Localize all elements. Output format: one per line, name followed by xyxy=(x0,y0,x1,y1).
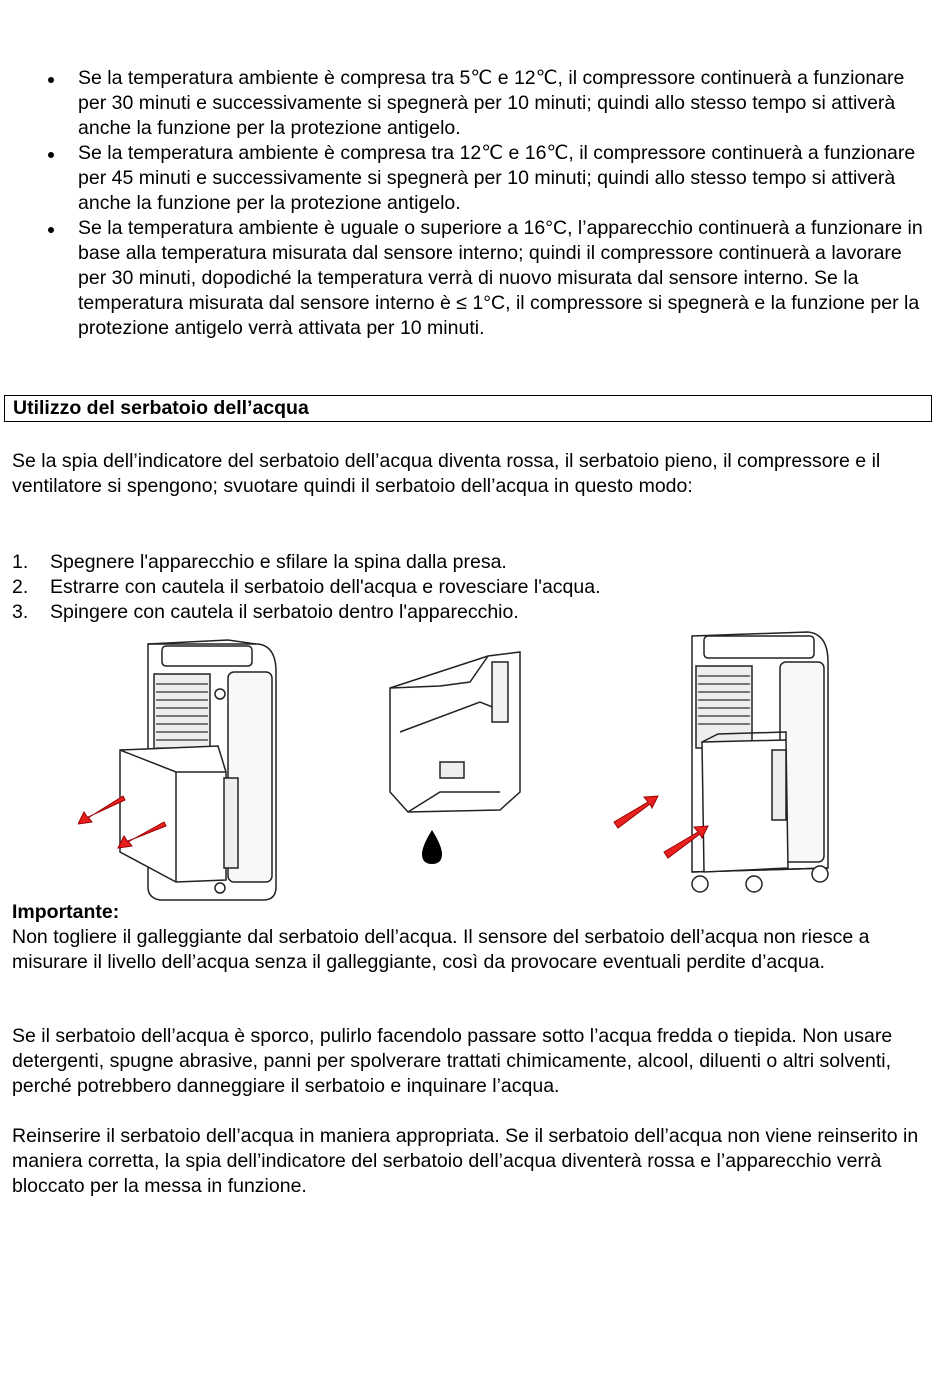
step-number: 1. xyxy=(12,551,29,573)
temperature-bullet-list xyxy=(44,66,924,341)
cleaning-paragraph: Se il serbatoio dell’acqua è sporco, pulirlo facendolo passare sotto l’acqua fredda o tiepida. Non usare detergenti, spugne abrasive, panni per spolverare trattati chimicamente, alcool, diluenti o altri solventi, perché potrebbero danneggiare il serbatoio e inquinare l’acqua. xyxy=(12,1025,893,1097)
reinsert-paragraph: Reinserire il serbatoio dell’acqua in maniera appropriata. Se il serbatoio dell’acqua non viene reinserito in maniera corretta, la spia dell’indicatore del serbatoio dell’acqua diventerà rossa e l’apparecchio verrà bloccato per la messa in funzione. xyxy=(12,1125,919,1197)
bullet-dot xyxy=(48,77,54,83)
step-text: Spingere con cautela il serbatoio dentro l'apparecchio. xyxy=(50,601,519,623)
bullet-text: Se la temperatura ambiente è uguale o superiore a 16°C, l’apparecchio continuerà a funzionare in base alla temperatura misurata dal sensore interno; quindi il compressore continuerà a lavorare per 30 minuti, dopodiché la temperatura verrà di nuovo misurata dal sensore interno. Se la temperatura misurata dal sensore interno è ≤ 1°C, il compressore si spegnerà e la funzione per la protezione antigelo verrà attivata per 10 minuti. xyxy=(78,217,923,339)
important-heading: Importante: xyxy=(12,901,120,923)
section-heading-box xyxy=(4,395,932,422)
step-item xyxy=(12,575,912,600)
water-drop-icon xyxy=(422,830,442,864)
intro-paragraph: Se la spia dell’indicatore del serbatoio dell’acqua diventa rossa, il serbatoio pieno, il compressore e il ventilatore si spengono; svuotare quindi il serbatoio dell’acqua in questo modo: xyxy=(12,450,881,497)
bullet-item xyxy=(44,66,924,141)
step-text: Estrarre con cautela il serbatoio dell'acqua e rovesciare l'acqua. xyxy=(50,576,601,598)
bullet-dot xyxy=(48,227,54,233)
step-number: 2. xyxy=(12,576,29,598)
tank-insertion-illustration xyxy=(608,622,838,897)
bullet-dot xyxy=(48,152,54,158)
steps-list xyxy=(12,550,912,625)
tank-emptying-illustration xyxy=(380,642,530,872)
bullet-item xyxy=(44,216,924,341)
section-title: Utilizzo del serbatoio dell’acqua xyxy=(13,397,309,419)
tank-removal-illustration xyxy=(78,632,283,907)
bullet-text: Se la temperatura ambiente è compresa tra 12℃ e 16℃, il compressore continuerà a funzionare per 45 minuti e successivamente si spegnerà per 10 minuti; quindi allo stesso tempo si attiverà anche la funzione per la protezione antigelo. xyxy=(78,142,916,214)
step-text: Spegnere l'apparecchio e sfilare la spina dalla presa. xyxy=(50,551,507,573)
bullet-item xyxy=(44,141,924,216)
step-number: 3. xyxy=(12,601,29,623)
important-paragraph: Non togliere il galleggiante dal serbatoio dell’acqua. Il sensore del serbatoio dell’acqua non riesce a misurare il livello dell’acqua senza il galleggiante, così da provocare eventuali perdite d’acqua. xyxy=(12,926,870,973)
bullet-text: Se la temperatura ambiente è compresa tra 5℃ e 12℃, il compressore continuerà a funzionare per 30 minuti e successivamente si spegnerà per 10 minuti; quindi allo stesso tempo si attiverà anche la funzione per la protezione antigelo. xyxy=(78,67,905,139)
step-item xyxy=(12,550,912,575)
